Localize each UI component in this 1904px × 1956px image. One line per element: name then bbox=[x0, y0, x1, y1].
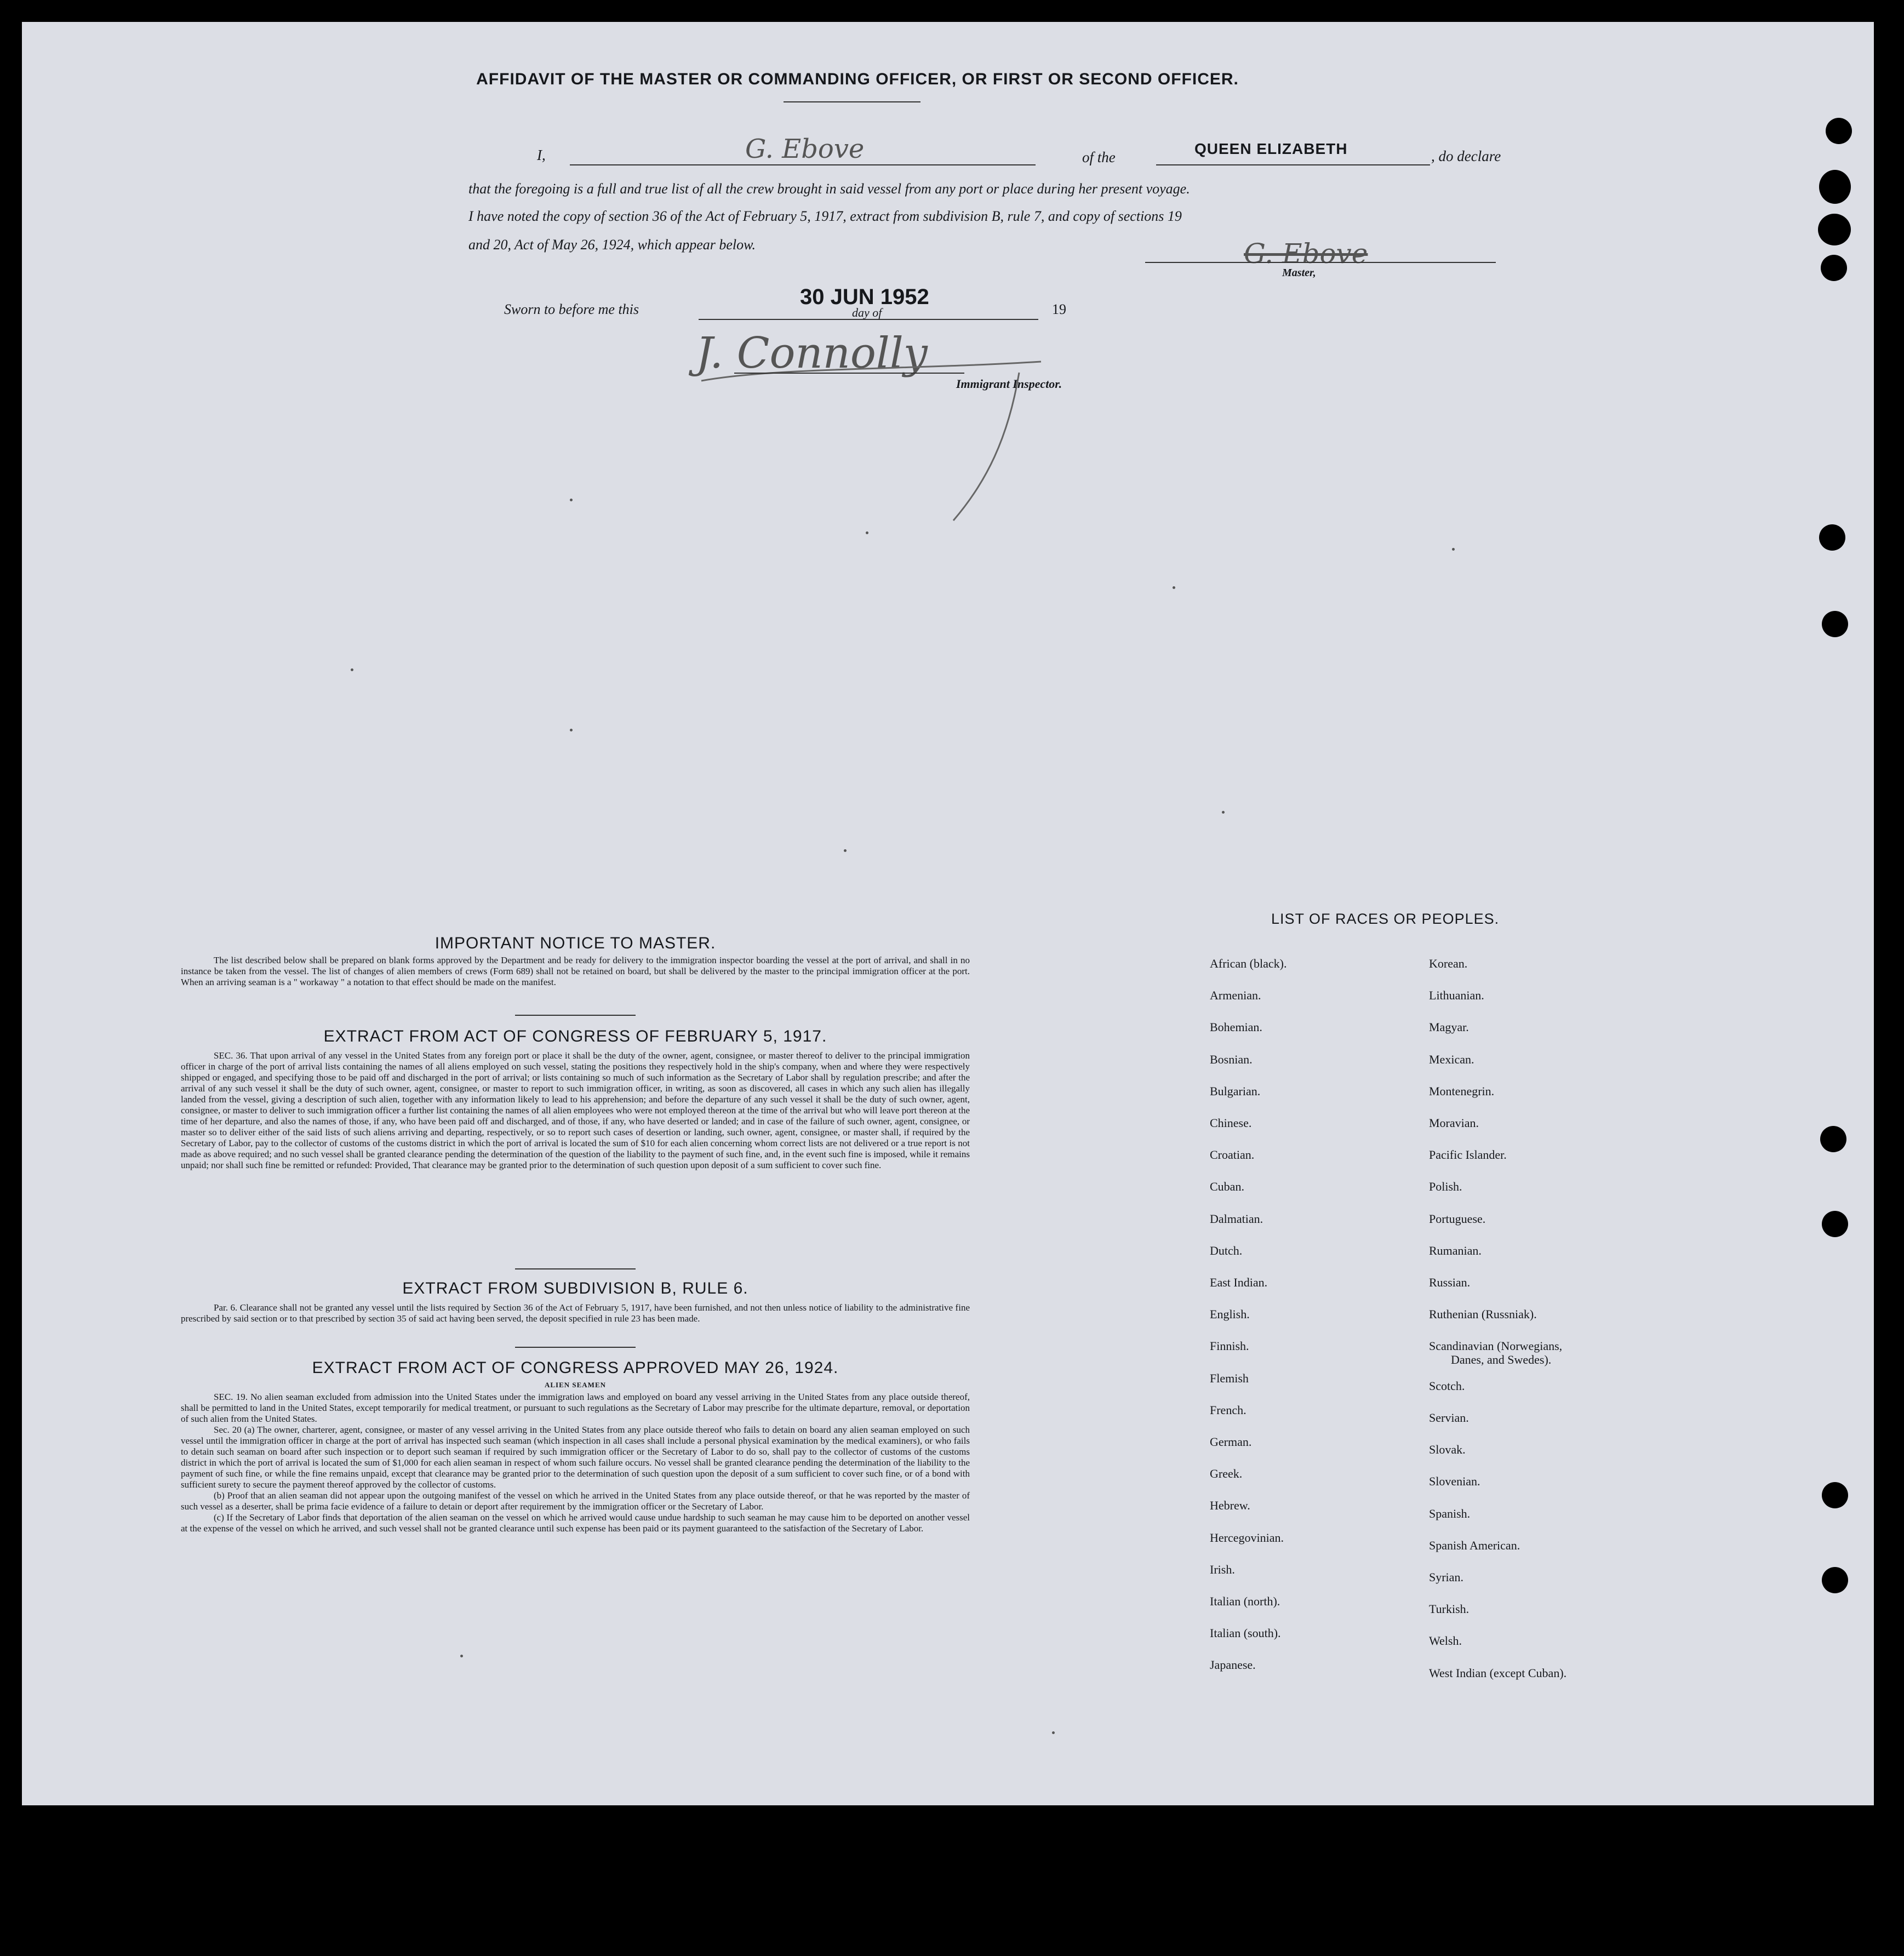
race-item: English. bbox=[1210, 1307, 1250, 1322]
race-item: Hebrew. bbox=[1210, 1499, 1250, 1513]
race-item: Italian (south). bbox=[1210, 1626, 1281, 1640]
race-item: Mexican. bbox=[1429, 1052, 1474, 1066]
race-item: Slovenian. bbox=[1429, 1474, 1480, 1489]
document-page bbox=[22, 22, 1874, 1805]
race-item: Korean. bbox=[1429, 957, 1468, 970]
sec-20a: Sec. 20 (a) The owner, charterer, agent, consignee, or master of any vessel arriving in the United States from any place outside thereof who fails to detain on board any alien seaman employed on such vessel until the immigration officer in charge at the port of arrival has inspected such seaman (which inspection in all cases shall include a personal physical examination by the medical examiners), or who fails to detain such seaman on board after such inspection or to deport such seaman if required by such immigration officer or the Secretary of Labor to do so, shall pay to the collector of customs of the customs district in which the port of arrival is located the sum of $1,000 for each alien seaman in respect of whom such failure occurs. No vessel shall be granted clearance pending the determination of the liability to the payment of such fine, or while the fine remains unpaid, except that clearance may be granted prior to the determination of such question upon the deposit of a sum sufficient to cover such fine, or of a bond with sufficient surety to secure the payment thereof approved by the collector of customs. bbox=[181, 1425, 970, 1490]
race-item: Bosnian. bbox=[1210, 1052, 1253, 1066]
sworn-label: Sworn to before me this bbox=[504, 301, 639, 317]
punch-hole bbox=[1822, 1482, 1848, 1508]
affidavit-line-4: and 20, Act of May 26, 1924, which appear below. bbox=[468, 237, 756, 253]
punch-hole bbox=[1820, 1126, 1846, 1152]
race-item: Bulgarian. bbox=[1210, 1084, 1261, 1098]
inspector-signature: J. Connolly bbox=[696, 329, 928, 378]
signature-name: G. Ebove bbox=[745, 134, 865, 164]
i-label: I, bbox=[537, 147, 546, 163]
race-item: Greek. bbox=[1210, 1467, 1243, 1481]
master-label: Master, bbox=[1282, 267, 1316, 279]
affidavit-line-2: that the foregoing is a full and true list of all the crew brought in said vessel from any port or place during her present voyage. bbox=[468, 181, 1190, 197]
race-item: Rumanian. bbox=[1429, 1243, 1482, 1257]
race-item: Finnish. bbox=[1210, 1339, 1249, 1353]
notice-body: The list described below shall be prepared on blank forms approved by the Department and be ready for delivery to the immigration inspector boarding the vessel at the port of arrival, and shall in no instance be taken from the vessel. The list of changes of alien members of crews (Form 689) shall not be retained on board, but shall be delivered by the master to the principal immigration officer at the port. When an arriving seaman is a " workaway " a notation to that effect should be made on the manifest. bbox=[181, 955, 970, 987]
race-item: Hercegovinian. bbox=[1210, 1530, 1284, 1545]
race-item: Chinese. bbox=[1210, 1116, 1252, 1130]
race-item: Portuguese. bbox=[1429, 1211, 1486, 1226]
do-declare-label: , do declare bbox=[1431, 148, 1501, 164]
race-item: Croatian. bbox=[1210, 1148, 1255, 1162]
race-item: Montenegrin. bbox=[1429, 1084, 1495, 1098]
sec-19: SEC. 19. No alien seaman excluded from admission into the United States under the immigration laws and employed on board any vessel arriving in the United States from any place outside thereof, shall be permitted to land in the United States, except temporarily for medical treatment, or pursuant to such regulations as the Secretary of Labor may prescribe for the ultimate departure, removal, or deportation of such alien from the United States. bbox=[181, 1392, 970, 1424]
races-right-column bbox=[1429, 948, 1566, 1689]
extract-1924-title: EXTRACT FROM ACT OF CONGRESS APPROVED MAY 26, 1924. bbox=[312, 1359, 839, 1377]
race-item: Pacific Islander. bbox=[1429, 1148, 1507, 1162]
races-left-column bbox=[1210, 948, 1287, 1682]
name-underline bbox=[570, 164, 1036, 165]
sec-20c: (c) If the Secretary of Labor finds that deportation of the alien seaman on the vessel on which he arrived would cause undue hardship to such seaman he may cause him to be deported on another vessel at the expense of the vessel on which he arrived, and such vessel shall not be granted clearance until such expense has been paid or its payment guaranteed to the satisfaction of the Secretary of Labor. bbox=[181, 1512, 970, 1534]
day-of-label: day of bbox=[852, 306, 882, 319]
race-item: Dalmatian. bbox=[1210, 1211, 1263, 1226]
subdivision-b-body: Par. 6. Clearance shall not be granted any vessel until the lists required by Section 36 of the Act of February 5, 1917, have been furnished, and not then unless notice of liability to the administrative fine prescribed by said section or to that prescribed by section 35 of said act having been served, the deposit specified in rule 23 has been made. bbox=[181, 1302, 970, 1324]
race-item: Spanish American. bbox=[1429, 1538, 1520, 1552]
race-item: Lithuanian. bbox=[1429, 988, 1484, 1003]
race-item: Slovak. bbox=[1429, 1443, 1466, 1457]
punch-hole bbox=[1819, 170, 1851, 204]
subdivision-b-title: EXTRACT FROM SUBDIVISION B, RULE 6. bbox=[402, 1279, 748, 1297]
inspector-label: Immigrant Inspector. bbox=[956, 377, 1062, 391]
race-item: Irish. bbox=[1210, 1562, 1235, 1576]
race-item: African (black). bbox=[1210, 957, 1287, 970]
race-item: Ruthenian (Russniak). bbox=[1429, 1307, 1537, 1322]
inspector-flourish bbox=[679, 329, 1063, 526]
race-item: Moravian. bbox=[1429, 1116, 1479, 1130]
affidavit-line-1 bbox=[537, 134, 1523, 174]
race-item: Welsh. bbox=[1429, 1634, 1462, 1648]
punch-hole bbox=[1822, 1211, 1848, 1237]
notice-rule bbox=[515, 1015, 636, 1016]
race-item: Armenian. bbox=[1210, 988, 1261, 1003]
extract-1917-body: SEC. 36. That upon arrival of any vessel in the United States from any foreign port or place it shall be the duty of the owner, agent, consignee, or master thereof to deliver to the principal immigration officer in charge of the port of arrival lists containing the names of all aliens employed on such vessel, stating the positions they respectively hold in the ship's company, when and where they were respectively shipped or engaged, and specifying those to be paid off and discharged in the port of arrival; or lists containing so much of such information as the Secretary of Labor shall by regulation prescribe; and after the arrival of any such vessel it shall be the duty of such owner, agent, consignee, or master to report to such immigration officer, in writing, as soon as discovered, all cases in which any such alien has illegally landed from the vessel, giving a description of such alien, together with any information likely to lead to his apprehension; and before the departure of any such vessel it shall be the duty of such owner, agent, consignee, or master to deliver to such immigration officer a further list containing the names of all alien employees who were not employed thereon at the time of the arrival but who will leave port thereon at the time of her departure, and also the names of those, if any, who have been paid off and discharged, and of those, if any, who have deserted or landed; and in case of the failure of such owner, agent, consignee, or master so to deliver either of the said lists of such aliens arriving and departing, respectively, or so to report such cases of desertion or landing, such owner, agent, consignee, or master shall, if required by the Secretary of Labor, pay to the collector of customs of the customs district in which the port of arrival is located the sum of $10 for each alien concerning whom correct lists are not delivered or a true report is not made as above required; and no such vessel shall be granted clearance pending the determination of the question of the liability to the payment of such fine, and, in the event such fine is imposed, while it remains unpaid; nor shall such fine be remitted or refunded: Provided, That clearance may be granted prior to the determination of such question upon deposit of a sum sufficient to cover such fine. bbox=[181, 1050, 970, 1170]
race-item: Spanish. bbox=[1429, 1506, 1471, 1520]
race-item: East Indian. bbox=[1210, 1276, 1268, 1290]
master-signature: G. Ebove bbox=[1244, 238, 1368, 270]
affidavit-title: AFFIDAVIT OF THE MASTER OR COMMANDING OFFICER, OR FIRST OR SECOND OFFICER. bbox=[476, 70, 1239, 88]
vessel-name: QUEEN ELIZABETH bbox=[1194, 140, 1348, 157]
race-item: Flemish bbox=[1210, 1371, 1249, 1385]
punch-hole bbox=[1819, 524, 1845, 551]
extract-1924-subtitle: ALIEN SEAMEN bbox=[544, 1381, 607, 1389]
race-item: West Indian (except Cuban). bbox=[1429, 1666, 1567, 1680]
sec-20b: (b) Proof that an alien seaman did not appear upon the outgoing manifest of the vessel on which he arrived in the United States from any place outside thereof, or that he was reported by the master of such vessel as a deserter, shall be prima facie evidence of a failure to detain or deport after requirement by the immigration officer or the Secretary of Labor. bbox=[181, 1490, 970, 1512]
race-item: Servian. bbox=[1429, 1411, 1469, 1425]
inspector-underline bbox=[734, 373, 964, 374]
race-item: French. bbox=[1210, 1403, 1247, 1417]
race-item: Dutch. bbox=[1210, 1243, 1243, 1257]
date-stamp: 30 JUN 1952 bbox=[800, 285, 929, 309]
race-item: Scandinavian (Norwegians, bbox=[1429, 1339, 1563, 1353]
extract-1917-rule bbox=[515, 1268, 636, 1269]
race-item: German. bbox=[1210, 1435, 1252, 1449]
punch-hole bbox=[1826, 118, 1852, 144]
race-item: Scotch. bbox=[1429, 1379, 1465, 1393]
punch-hole bbox=[1822, 1567, 1848, 1593]
of-the-label: of the bbox=[1082, 149, 1116, 165]
punch-hole bbox=[1822, 611, 1848, 637]
race-item: Magyar. bbox=[1429, 1020, 1469, 1034]
subdivision-b-rule bbox=[515, 1347, 636, 1348]
punch-hole bbox=[1818, 214, 1851, 245]
notice-title: IMPORTANT NOTICE TO MASTER. bbox=[434, 934, 716, 952]
punch-hole bbox=[1821, 255, 1847, 281]
race-item: Syrian. bbox=[1429, 1570, 1463, 1585]
year-prefix: 19 bbox=[1052, 301, 1066, 317]
race-item: Japanese. bbox=[1210, 1658, 1256, 1672]
title-rule bbox=[784, 101, 920, 102]
vessel-underline bbox=[1156, 164, 1430, 165]
races-title: LIST OF RACES OR PEOPLES. bbox=[1271, 911, 1500, 927]
race-item: Danes, and Swedes). bbox=[1451, 1352, 1552, 1366]
race-item: Italian (north). bbox=[1210, 1594, 1280, 1609]
race-item: Polish. bbox=[1429, 1180, 1462, 1194]
race-item: Bohemian. bbox=[1210, 1020, 1262, 1034]
race-item: Cuban. bbox=[1210, 1180, 1244, 1194]
race-item: Russian. bbox=[1429, 1276, 1471, 1290]
extract-1924-body bbox=[181, 1392, 970, 1534]
master-underline bbox=[1145, 262, 1496, 263]
affidavit-line-3: I have noted the copy of section 36 of the Act of February 5, 1917, extract from subdivision B, rule 7, and copy of sections 19 bbox=[468, 208, 1182, 224]
extract-1917-title: EXTRACT FROM ACT OF CONGRESS OF FEBRUARY 5, 1917. bbox=[323, 1027, 827, 1045]
race-item: Turkish. bbox=[1429, 1602, 1470, 1616]
sworn-line bbox=[504, 285, 1162, 329]
